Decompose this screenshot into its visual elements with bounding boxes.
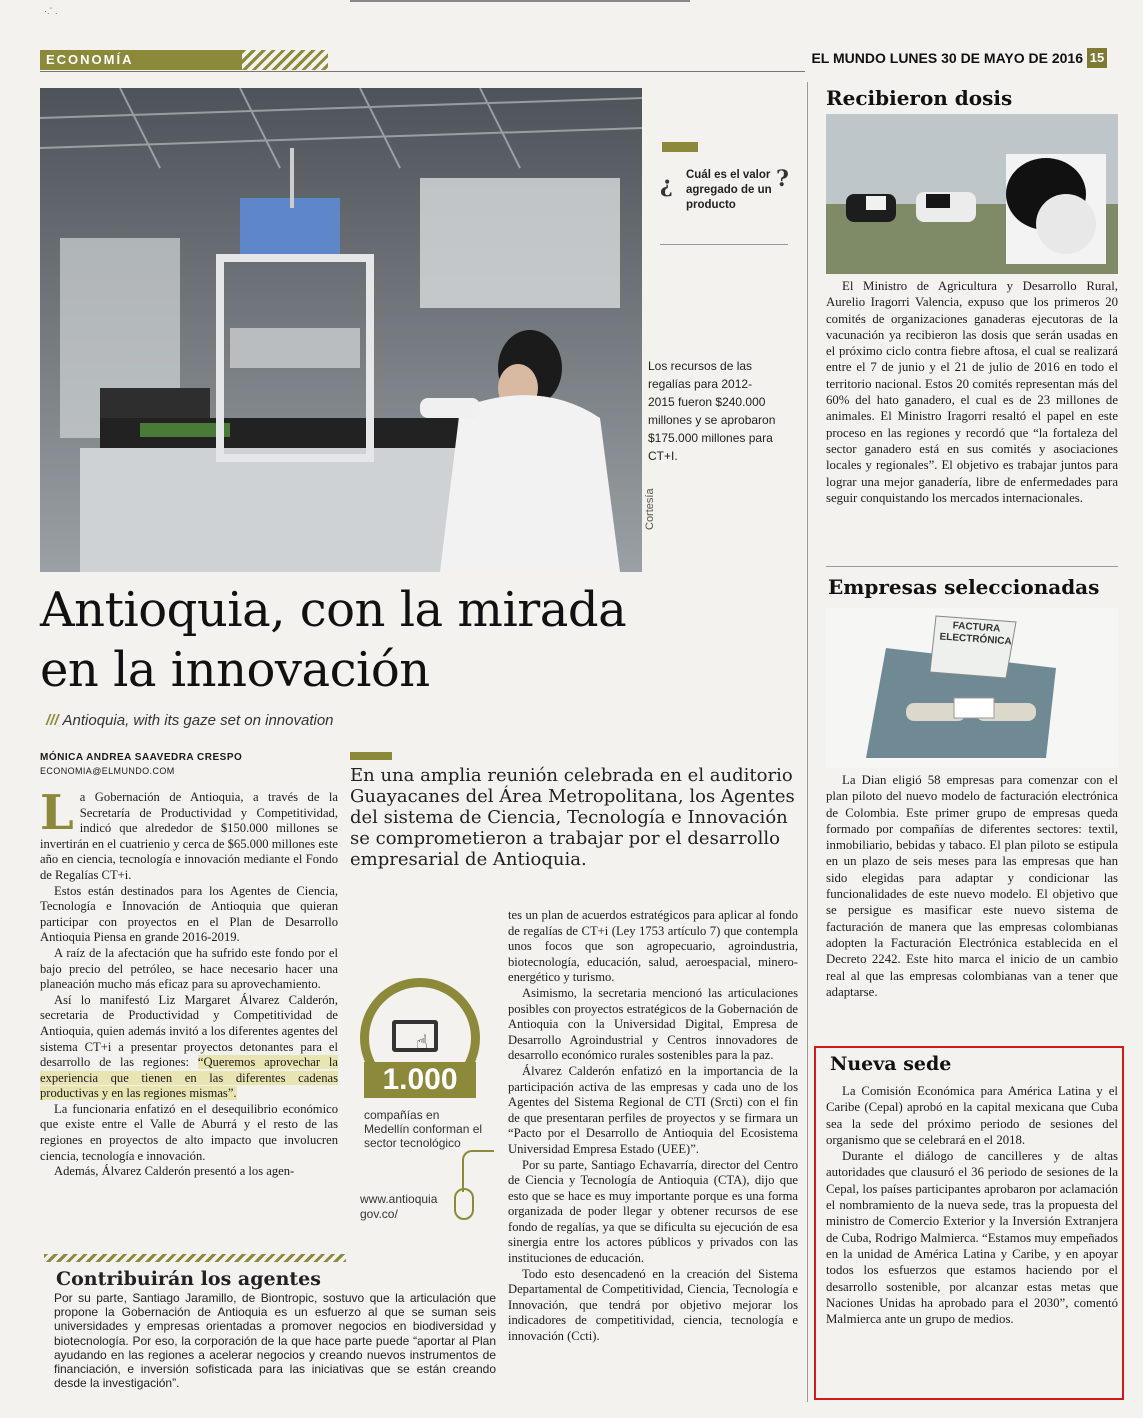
article-column-3 (508, 908, 798, 1345)
sidebar-divider (807, 82, 808, 1402)
infographic-text: compañías en Medellín conforman el sector tecnológico (364, 1108, 483, 1150)
question-text: Cuál es el valor agregado de un producto (686, 169, 772, 211)
infographic-number: 1.000 (364, 1062, 476, 1098)
top-rule (350, 0, 690, 2)
paragraph: Asimismo, la secretaria mencionó las articulaciones posibles con proyectos estratégicos de la Gobernación de Antioquia con la Universidad Digital, Empresa de Desarrollo Agroindustrial y Centros innovadores de desarrollo económico rurales sostenibles para la paz. (508, 985, 798, 1063)
paragraph: La Comisión Económica para América Latina y el Caribe (Cepal) aprobó en la capital mexicana que Cuba sea la sede del próximo periodo de sesiones del organismo que se celebrará en el 2018. (826, 1084, 1118, 1147)
factura-label: FACTURA ELECTRÓNICA (939, 620, 1013, 648)
nueva-text (826, 1083, 1118, 1327)
cows-photo (826, 114, 1118, 274)
paragraph (40, 993, 338, 1102)
paragraph: Estos están destinados para los Agentes de Ciencia, Tecnología e Innovación de Antioquia que quieran participar con proyectos en el Plan de Desarrollo Antioquia Piensa en grande 2016-2019. (40, 883, 338, 945)
drop-cap: L (40, 785, 74, 841)
headline-line-2: en la innovación (40, 642, 430, 698)
nueva-title: Nueva sede (830, 1053, 952, 1075)
question-close-mark: ? (776, 166, 789, 192)
subhead-text: Antioquia, with its gaze set on innovation (62, 712, 334, 729)
hand-pointer-icon: ☝ (416, 1030, 429, 1054)
headline-line-1: Antioquia, con la mirada (40, 582, 627, 638)
question-rule (660, 244, 788, 245)
contrib-hatch (44, 1254, 346, 1262)
paragraph-text: Así lo manifestó Liz Margaret Álvarez Calderón, secretaria de Productividad y Competitividad de Antioquia, quien además invitó a los diferentes agentes del sistema CT+i a presentar proyectos detonantes para el desarrollo de las regiones: (40, 992, 338, 1070)
paragraph: La funcionaria enfatizó en el desequilibrio económico que existe entre el Valle de Aburrá y el resto de las regiones en proyectos de alto impacto que involucren ciencia, tecnología e innovación. (40, 1101, 338, 1163)
headline (40, 580, 800, 700)
subhead-marks: /// (46, 712, 59, 729)
lead-marker (350, 752, 392, 760)
mouse-icon (454, 1188, 474, 1220)
page-number: 15 (1087, 48, 1107, 68)
paragraph (40, 785, 338, 884)
paragraph: La Dian eligió 58 empresas para comenzar con el plan piloto del nuevo modelo de facturación electrónica de Colombia. Este primer grupo de empresas queda formado por compañías de diferentes sectores: textil, inmobiliario, bebidas y tabaco. El plan piloto se estipula en un plazo de seis meses para las empresas que han sido elegidas para adaptar y condicionar las funcionalidades de este nuevo modelo. El objetivo que se persigue es masificar este nuevo sistema de facturación de manera que las empresas colombianas adopten la Facturación Electrónica establecida en el Decreto 2242. Este hito marca el inicio de un cambio real al que las empresas colombianas van a tener que adaptarse. (826, 773, 1118, 999)
dosis-title: Recibieron dosis (826, 86, 1013, 110)
paragraph: Todo esto desencadenó en la creación del Sistema Departamental de Competitividad, Ciencia, Tecnología e Innovación, que tendrá por objetivo mejorar los indicadores de competitividad, ciencia, tecnología e innovación (Ccti). (508, 1266, 798, 1344)
section-tag: ECONOMÍA (40, 50, 242, 70)
lab-scene-illustration (40, 88, 642, 572)
paragraph: El Ministro de Agricultura y Desarrollo Rural, Aurelio Iragorri Valencia, expuso que los primeros 20 comités de organizaciones ganaderas ejecutoras de la vacunación ya recibieron las dosis que serán usadas en el próximo ciclo contra fiebre aftosa, el cual se realizará entre el 7 de junio y el 21 de julio de 2016 en todo el territorio nacional. Estos 20 comités representan más del 60% del hato ganadero, el cual es de 23 millones de animales. El Ministro Iragorri resaltó el papel en este proceso en las regiones y recordó que “la fortaleza del sector ganadero está en sus comités y asociaciones locales y regionales”. El objetivo es trabajar juntos para lograr una mejor ganadería, libre de enfermedades para seguir conquistando los mercados internacionales. (826, 279, 1118, 505)
header-rule (40, 71, 805, 72)
contrib-text: Por su parte, Santiago Jaramillo, de Biontropic, sostuvo que la articulación que propone la Gobernación de Antioquia es un esfuerzo al que se suman seis universidades y empresas orientadas a promover negocios en biodiversidad y biotecnología. Por eso, la corporación de la que hace parte puede “aportar al Plan ayudando en las regiones a acelerar negocios y creando nuevos instrumentos de financiación, e inversión sofisticada para las iniciativas que se están creando desde la investigación”. (54, 1291, 496, 1391)
section-hatch (242, 50, 328, 70)
paragraph: Además, Álvarez Calderón presentó a los agen- (54, 1164, 295, 1179)
author-byline: MÓNICA ANDREA SAAVEDRA CRESPO (40, 752, 243, 763)
top-scribble: ·.¨ . (44, 6, 58, 16)
author-email: ECONOMIA@ELMUNDO.COM (40, 766, 175, 776)
question-open-mark: ¿ (660, 172, 673, 198)
photo-caption: Los recursos de las regalías para 2012-2015 fueron $240.000 millones y se aprobaron $175.000 millones para CT+I. (648, 359, 776, 463)
masthead: EL MUNDO LUNES 30 DE MAYO DE 2016 (811, 50, 1083, 66)
paragraph: Álvarez Calderón enfatizó en la importancia de la participación activa de las empresas y cada uno de los Agentes del Sistema Regional de CTI (Srcti) con el fin de que presentaran perfiles de proyectos y se firmara un “Pacto por el Desarrollo de Antioquia del Ecosistema Universidad Empresa Estado (UEE)”. (508, 1063, 798, 1156)
highlighted-quote: “Queremos aprovechar la experiencia que tienen en las diferentes cadenas productivas y en las regiones mismas”. (40, 1055, 338, 1101)
contrib-title: Contribuirán los agentes (56, 1268, 321, 1290)
question-marker (662, 142, 698, 152)
empresas-rule (826, 566, 1118, 567)
factura-image (826, 608, 1118, 768)
lab-photo (40, 88, 642, 572)
article-column-1 (40, 785, 338, 1180)
infographic-website[interactable]: www.antioquia gov.co/ (360, 1192, 438, 1221)
empresas-text (826, 772, 1118, 1000)
paragraph: A raíz de la afectación que ha sufrido este fondo por el bajo precio del petróleo, se hace necesario hacer una planeación mucho más eficaz para su aprovechamiento. (40, 945, 338, 992)
cows-illustration (826, 114, 1118, 274)
dosis-text (826, 278, 1118, 506)
mouse-cable-icon (462, 1150, 494, 1192)
paragraph: Por su parte, Santiago Echavarría, director del Centro de Ciencia y Tecnología de Antioquia (CTA), dijo que esto que se hace es muy importante porque es una forma organizada de poder llegar y obtener recursos de ese fondo de regalías, ya que se dificulta su ejecución de esa sinergia entre los actores públicos y privados con las instituciones de educación. (508, 1157, 798, 1266)
photo-credit: Cortesía (644, 488, 656, 530)
paragraph: Durante el diálogo de cancilleres y de altas autoridades que clausuró el 36 periodo de sesiones de la Cepal, los países participantes aprobaron por aclamación el nombramiento de la nueva sede, tras la propuesta del ministro de Comercio Exterior y la Inversión Extranjera de Cuba, Rodrigo Malmierca. “Estamos muy empeñados en la unidad de América Latina y Caribe, y en apoyar todos los esfuerzos que estamos haciendo por el desarrollo sostenible, por alcanzar estas metas que Naciones Unidas ha aprobado para el 2030”, comentó Malmierca ante un grupo de medios. (826, 1149, 1118, 1327)
touchscreen-icon (392, 1020, 438, 1052)
empresas-title: Empresas seleccionadas (828, 575, 1100, 599)
lead-paragraph: En una amplia reunión celebrada en el auditorio Guayacanes del Área Metropolitana, los Agentes del sistema de Ciencia, Tecnología e Innovación se comprometieron a trabajar por el desarrollo empresarial de Antioquia. (350, 765, 795, 870)
paragraph-text: a Gobernación de Antioquia, a través de la Secretaría de Productividad y Competitividad, indicó que alrededor de $150.000 millones se invertirán en el cuatrienio y cerca de $65.000 millones este año en ciencia, tecnología e innovación mediante el Fondo de Regalías CT+i. (40, 790, 338, 882)
subhead (46, 712, 334, 729)
paragraph: tes un plan de acuerdos estratégicos para aplicar al fondo de regalías de CT+i (Ley 1753 artículo 7) que contempla unos focos que son agropecuario, agroindustria, biotecnología, educación, salud, aeroespacial, minero-energético y turismo. (508, 908, 798, 985)
